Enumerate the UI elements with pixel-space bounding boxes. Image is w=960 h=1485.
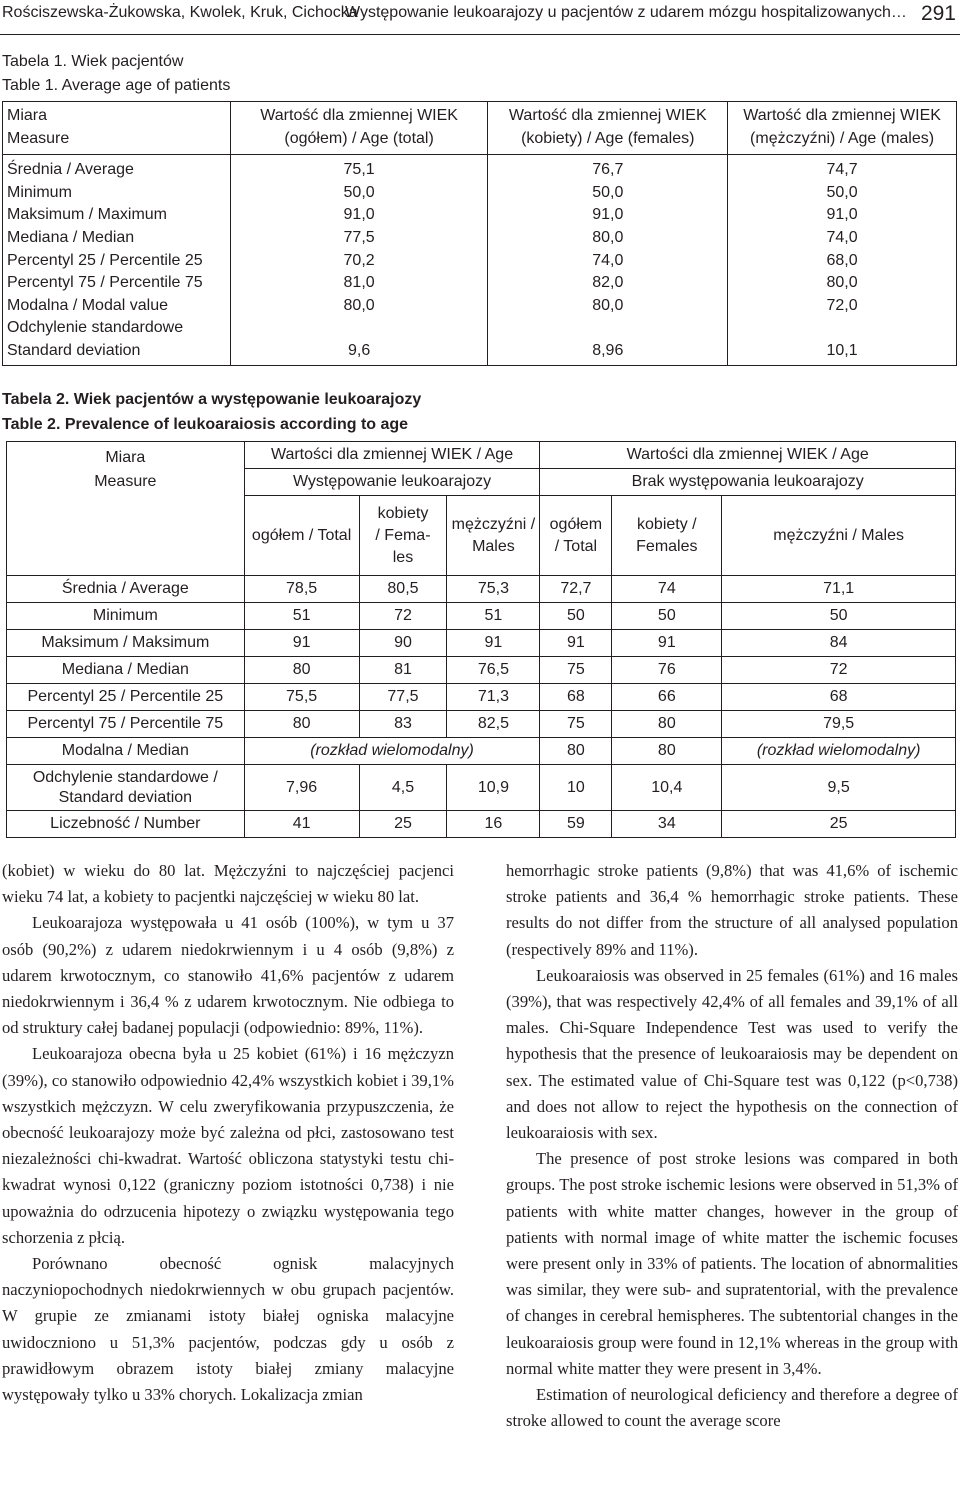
cell-females: 80,0 <box>488 295 728 318</box>
header-present-title: Wartości dla zmiennej WIEK / Age <box>244 442 540 469</box>
cell: 4,5 <box>359 765 447 811</box>
table1-header-total <box>230 102 488 155</box>
cell: 9,5 <box>722 765 956 811</box>
cell-females: 76,7 <box>488 155 728 182</box>
cell: 75,5 <box>244 684 359 711</box>
header-total-line1: Wartość dla zmiennej WIEK <box>260 107 458 124</box>
header-present-males-line2: Males <box>472 537 515 555</box>
table-row <box>3 250 957 273</box>
paragraph: The presence of post stroke lesions was compared in both groups. The post stroke ischemic lesions were observed in 51,3% of patients with white matter changes, however in the group of patients with normal image of white matter the ischemic focuses were present only in 33% of patients. The location of abnormalities was similar, they were sub- and supratentorial, with the prevalence of changes in cerebral hemispheres. The subtentorial changes in the leukoaraiosis group were found in 12,1% whereas in the group with normal white matter they were present in 3,4%. <box>506 1149 958 1378</box>
row-label: Mediana / Median <box>7 228 135 246</box>
cell-males: 10,1 <box>728 317 957 365</box>
row-label: Percentyl 25 / Percentile 25 <box>7 251 203 269</box>
header-absent-total-line1: ogółem <box>549 515 603 533</box>
body-column-left <box>2 858 454 1408</box>
cell-females: 50,0 <box>488 182 728 205</box>
cell-multimodal: (rozkład wielomodalny) <box>722 738 956 765</box>
cell: 81 <box>359 657 447 684</box>
header-present-total: ogółem / Total <box>244 496 359 576</box>
cell-multimodal: (rozkład wielomodalny) <box>244 738 540 765</box>
cell: 51 <box>244 603 359 630</box>
table-row <box>3 182 957 205</box>
cell: 71,1 <box>722 576 956 603</box>
cell: 80 <box>244 657 359 684</box>
table2-caption-pl: Tabela 2. Wiek pacjentów a występowanie leukoarajozy <box>2 391 422 408</box>
sd-label-line1: Odchylenie standardowe <box>7 319 184 337</box>
cell: 75,3 <box>447 576 540 603</box>
cell: 78,5 <box>244 576 359 603</box>
cell-males: 68,0 <box>728 250 957 273</box>
table2-header-measure <box>7 442 245 576</box>
header-absent-females <box>612 496 722 576</box>
header-present-males <box>447 496 540 576</box>
cell: 25 <box>359 811 447 838</box>
cell-females: 80,0 <box>488 227 728 250</box>
cell-total: 77,5 <box>230 227 488 250</box>
sd-label-line2: Standard deviation <box>7 341 141 359</box>
cell: 68 <box>722 684 956 711</box>
table1-header-females <box>488 102 728 155</box>
cell-males: 74,0 <box>728 227 957 250</box>
table-row-count <box>7 811 956 838</box>
table-row-sd <box>7 765 956 811</box>
cell: 80 <box>244 711 359 738</box>
row-label: Mediana / Median <box>7 657 245 684</box>
cell: 91 <box>447 630 540 657</box>
row-label: Liczebność / Number <box>7 811 245 838</box>
table-row <box>7 576 956 603</box>
header-title: Występowanie leukoarajozy u pacjentów z udarem mózgu hospitalizowanych… <box>345 4 907 21</box>
cell: 10 <box>540 765 612 811</box>
table2 <box>6 441 956 838</box>
header-present-sub: Występowanie leukoarajozy <box>244 469 540 496</box>
cell: 41 <box>244 811 359 838</box>
cell-males: 80,0 <box>728 272 957 295</box>
cell-total: 75,1 <box>230 155 488 182</box>
cell: 83 <box>359 711 447 738</box>
body-column-right <box>506 858 958 1434</box>
cell: 80,5 <box>359 576 447 603</box>
row-label: Średnia / Average <box>7 161 134 179</box>
header-present-males-line1: mężczyźni / <box>451 515 536 533</box>
measure-en: Measure <box>7 129 70 147</box>
cell: 66 <box>612 684 722 711</box>
table-row-sd <box>3 317 957 365</box>
cell: 10,4 <box>612 765 722 811</box>
row-label: Minimum <box>7 183 72 201</box>
cell-total: 50,0 <box>230 182 488 205</box>
paragraph: Leukoarajoza obecna była u 25 kobiet (61%) i 16 mężczyzn (39%), co stanowiło odpowiednio 42,4% wszystkich kobiet i 39,1% wszystkich mężczyzn. W celu zweryfikowania przypuszczenia, że obecność leukoarajozy może być zależna od płci, zastosowano test niezależności chi-kwadrat. Wartość obliczona statystyki testu chi-kwadrat wynosi 0,122 (graniczny poziom istotności 0,738) i nie upoważnia do odrzucenia hipotezy o związku występowania tego schorzenia z płcią. <box>2 1044 454 1247</box>
table-row <box>3 227 957 250</box>
cell: 77,5 <box>359 684 447 711</box>
header-females-line2: (kobiety) / Age (females) <box>521 129 695 147</box>
paragraph: hemorrhagic stroke patients (9,8%) that was 41,6% of ischemic stroke patients and 36,4 % hemorrhagic stroke patients. These results do not differ from the structure of all analysed population (respectively 89% and 11%). <box>506 861 958 959</box>
table-row <box>3 272 957 295</box>
paragraph: (kobiet) w wieku do 80 lat. Mężczyźni to najczęściej pacjenci wieku 74 lat, a kobiety to pacjentki najczęściej w wieku 80 lat. <box>2 861 454 907</box>
row-label: Percentyl 75 / Percentile 75 <box>7 274 203 292</box>
header-absent-females-line2: Females <box>636 537 698 555</box>
header-present-females <box>359 496 447 576</box>
row-label: Średnia / Average <box>7 576 245 603</box>
row-label: Maksimum / Maximum <box>7 206 168 224</box>
cell: 75 <box>540 657 612 684</box>
table-row <box>3 295 957 318</box>
cell: 25 <box>722 811 956 838</box>
cell: 76,5 <box>447 657 540 684</box>
cell: 80 <box>612 711 722 738</box>
cell-females: 82,0 <box>488 272 728 295</box>
header-absent-males: mężczyźni / Males <box>722 496 956 576</box>
cell: 80 <box>612 738 722 765</box>
table-row <box>7 630 956 657</box>
header-total-line2: (ogółem) / Age (total) <box>284 129 434 147</box>
table-row <box>7 684 956 711</box>
cell: 71,3 <box>447 684 540 711</box>
row-label: Maksimum / Maksimum <box>7 630 245 657</box>
row-label <box>3 317 231 365</box>
sd-label-line2: Standard deviation <box>58 788 193 806</box>
measure-en: Measure <box>94 473 157 490</box>
cell: 10,9 <box>447 765 540 811</box>
cell-females: 74,0 <box>488 250 728 273</box>
row-label: Percentyl 25 / Percentile 25 <box>7 684 245 711</box>
cell-males: 72,0 <box>728 295 957 318</box>
cell-total: 70,2 <box>230 250 488 273</box>
measure-pl: Miara <box>105 449 146 466</box>
table-row <box>7 603 956 630</box>
cell-females: 91,0 <box>488 204 728 227</box>
sd-label-line1: Odchylenie standardowe / <box>32 768 218 786</box>
header-present-females-line3: les <box>392 548 414 566</box>
header-females-line1: Wartość dla zmiennej WIEK <box>508 107 707 124</box>
paragraph: Leukoarajoza występowała u 41 osób (100%), w tym u 37 osób (90,2%) z udarem niedokrwiennym i u 4 osób (9,8%) z udarem krwotocznym, co stanowiło 41,6% pacjentów z udarem niedokrwiennym i 36,4 % z udarem krwotocznym. Nie odbiega to od struktury całej badanej populacji (odpowiednio: 89%, 11%). <box>2 913 454 1038</box>
cell: 7,96 <box>244 765 359 811</box>
table1-header-row <box>3 102 957 155</box>
cell-total: 91,0 <box>230 204 488 227</box>
cell-males: 50,0 <box>728 182 957 205</box>
header-rule <box>0 34 960 35</box>
cell: 74 <box>612 576 722 603</box>
row-label <box>7 765 245 811</box>
cell: 91 <box>244 630 359 657</box>
header-authors: Rościszewska-Żukowska, Kwolek, Kruk, Cichocka <box>2 4 358 21</box>
table2-header-row1 <box>7 442 956 469</box>
paragraph: Porównano obecność ognisk malacyjnych naczyniopochodnych niedokrwiennych w obu grupach pacjentów. W grupie ze zmianami istoty białej ogniska malacyjne uwidoczniono u 51,3% pacjentów, podczas gdy u osób z prawidłowym obrazem istoty białej zmiany malacyjne występowały tylko u 33% chorych. Lokalizacja zmian <box>2 1254 454 1405</box>
header-absent-title: Wartości dla zmiennej WIEK / Age <box>540 442 956 469</box>
cell-males: 91,0 <box>728 204 957 227</box>
cell-females: 8,96 <box>488 317 728 365</box>
cell: 72,7 <box>540 576 612 603</box>
cell: 59 <box>540 811 612 838</box>
cell: 50 <box>612 603 722 630</box>
page-number: 291 <box>920 2 956 25</box>
table-row-modal <box>7 738 956 765</box>
header-males-line1: Wartość dla zmiennej WIEK <box>743 107 941 124</box>
row-label: Modalna / Median <box>7 738 245 765</box>
table-row <box>3 204 957 227</box>
table-row <box>7 657 956 684</box>
table1-caption-pl: Tabela 1. Wiek pacjentów <box>2 53 184 70</box>
header-present-females-line1: kobiety <box>377 504 429 522</box>
cell-males: 74,7 <box>728 155 957 182</box>
header-absent-females-line1: kobiety / <box>637 515 697 533</box>
cell: 91 <box>612 630 722 657</box>
cell-total: 80,0 <box>230 295 488 318</box>
table-row <box>7 711 956 738</box>
row-label: Percentyl 75 / Percentile 75 <box>7 711 245 738</box>
table1-header-males <box>728 102 957 155</box>
cell: 72 <box>359 603 447 630</box>
cell-total: 9,6 <box>230 317 488 365</box>
header-absent-total <box>540 496 612 576</box>
header-absent-total-line2: / Total <box>554 537 598 555</box>
cell: 90 <box>359 630 447 657</box>
cell: 16 <box>447 811 540 838</box>
cell: 50 <box>722 603 956 630</box>
cell: 75 <box>540 711 612 738</box>
cell: 68 <box>540 684 612 711</box>
header-absent-sub: Brak występowania leukoarajozy <box>540 469 956 496</box>
row-label: Modalna / Modal value <box>7 296 168 314</box>
row-label: Minimum <box>7 603 245 630</box>
table1-header-measure <box>3 102 231 155</box>
cell: 84 <box>722 630 956 657</box>
cell: 79,5 <box>722 711 956 738</box>
cell: 91 <box>540 630 612 657</box>
table2-caption-en: Table 2. Prevalence of leukoaraiosis according to age <box>2 416 409 433</box>
cell: 82,5 <box>447 711 540 738</box>
paragraph: Leukoaraiosis was observed in 25 females (61%) and 16 males (39%), that was respectively 42,4% of all females and 39,1% of all males. Chi-Square Independence Test was used to verify the hypothesis that the presence of leukoaraiosis may be dependent on sex. The estimated value of Chi-Square test was 0,122 (p<0,738) and does not allow to reject the hypothesis on the connection of leukoaraiosis with sex. <box>506 965 958 1143</box>
header-present-females-line2: / Fema- <box>375 526 431 544</box>
cell: 72 <box>722 657 956 684</box>
cell-total: 81,0 <box>230 272 488 295</box>
cell: 34 <box>612 811 722 838</box>
table1-caption-en: Table 1. Average age of patients <box>2 77 231 94</box>
table-row <box>3 155 957 182</box>
paragraph: Estimation of neurological deficiency and therefore a degree of stroke allowed to count the average score <box>506 1385 958 1431</box>
cell: 76 <box>612 657 722 684</box>
measure-pl: Miara <box>7 107 48 124</box>
header-males-line2: (mężczyźni) / Age (males) <box>750 129 935 147</box>
cell: 51 <box>447 603 540 630</box>
cell: 50 <box>540 603 612 630</box>
cell: 80 <box>540 738 612 765</box>
table1 <box>2 101 957 366</box>
